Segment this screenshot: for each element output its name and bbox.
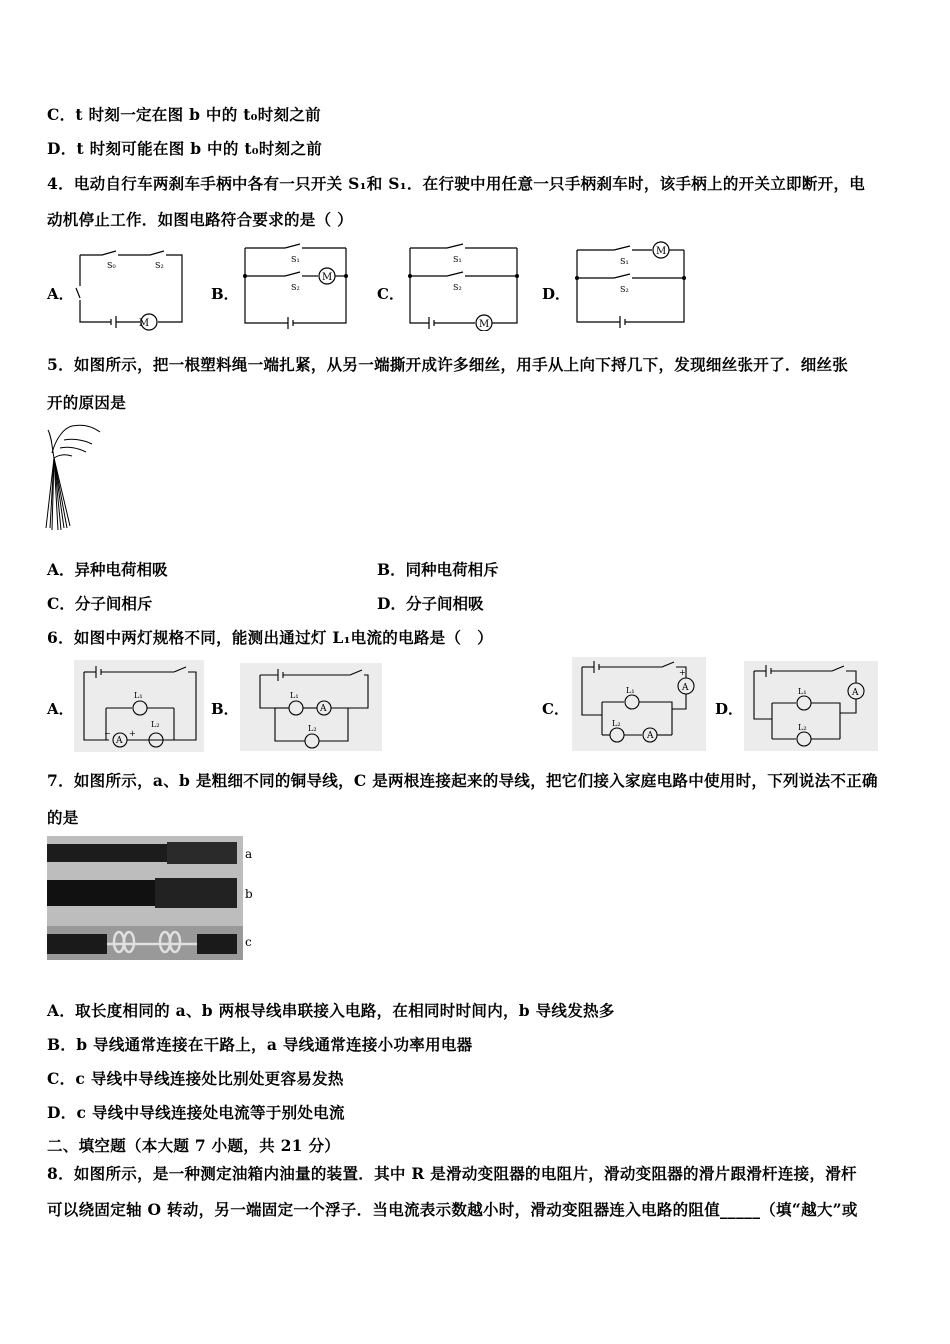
svg-text:M: M — [322, 272, 333, 283]
svg-text:+: + — [129, 729, 136, 738]
q5-option-b: B．同种电荷相斥 — [377, 560, 499, 579]
q7-option-c: C．c 导线中导线连接处比别处更容易发热 — [47, 1069, 344, 1088]
q7-option-a: A．取长度相同的 a、b 两根导线串联接入电路，在相同时时间内，b 导线发热多 — [47, 1001, 615, 1020]
q6-circuit-a — [74, 660, 204, 752]
q6-label-b: B． — [211, 700, 239, 718]
svg-text:L₂: L₂ — [612, 719, 621, 728]
q4-stem-line2: 动机停止工作．如图电路符合要求的是（ ） — [47, 210, 353, 229]
svg-text:A: A — [647, 731, 654, 741]
svg-text:A: A — [682, 683, 689, 693]
s2-label: S₂ — [155, 261, 164, 270]
s0-label: S₀ — [107, 261, 116, 270]
q8-stem-line2: 可以绕固定轴 O 转动，另一端固定一个浮子．当电流表示数越小时，滑动变阻器连入电路的阻值_____（填“越大”或 — [47, 1200, 858, 1219]
svg-text:c: c — [245, 935, 252, 949]
q5-option-d: D．分子间相吸 — [377, 594, 484, 613]
svg-text:+: + — [679, 668, 686, 677]
q6-circuit-b — [240, 663, 382, 751]
svg-text:S₂: S₂ — [453, 283, 462, 292]
svg-text:S₁: S₁ — [620, 257, 629, 266]
svg-text:L₁: L₁ — [626, 686, 635, 695]
q7-option-b: B．b 导线通常连接在干路上，a 导线通常连接小功率用电器 — [47, 1035, 473, 1054]
svg-text:L₁: L₁ — [290, 691, 299, 700]
q6-label-d: D． — [715, 700, 744, 718]
svg-text:A: A — [852, 688, 859, 698]
wires-photo — [47, 836, 257, 960]
q6-label-c: C． — [542, 700, 569, 718]
svg-text:M: M — [479, 319, 490, 330]
q4-circuit-d — [572, 240, 690, 330]
q6-circuit-d — [744, 661, 878, 751]
svg-text:b: b — [245, 887, 253, 901]
svg-text:A: A — [116, 736, 123, 746]
q7-stem-line1: 7．如图所示，a、b 是粗细不同的铜导线，C 是两根连接起来的导线，把它们接入家庭电路中使用时，下列说法不正确 — [47, 771, 878, 790]
q6-stem: 6．如图中两灯规格不同，能测出通过灯 L₁电流的电路是（ ） — [47, 628, 493, 647]
svg-text:a: a — [245, 847, 253, 861]
q8-stem-line1: 8．如图所示，是一种测定油箱内油量的装置．其中 R 是滑动变阻器的电阻片，滑动变阻器的滑片跟滑杆连接，滑杆 — [47, 1164, 857, 1183]
q5-stem-line1: 5．如图所示，把一根塑料绳一端扎紧，从另一端撕开成许多细丝，用手从上向下捋几下，发现细丝张开了．细丝张 — [47, 355, 849, 374]
option-d-prev: D．t 时刻可能在图 b 中的 t₀时刻之前 — [47, 139, 323, 158]
svg-text:L₁: L₁ — [134, 691, 143, 700]
option-c-prev: C．t 时刻一定在图 b 中的 t₀时刻之前 — [47, 105, 321, 124]
hand-strings-figure — [42, 418, 104, 533]
q4-label-c: C． — [377, 285, 404, 303]
q5-option-c: C．分子间相斥 — [47, 594, 153, 613]
q4-label-a: A． — [47, 285, 74, 303]
svg-text:M: M — [656, 246, 667, 257]
q6-circuit-c — [572, 657, 706, 751]
q4-label-b: B． — [211, 285, 239, 303]
q5-stem-line2: 开的原因是 — [47, 393, 127, 412]
svg-text:S₂: S₂ — [620, 285, 629, 294]
svg-text:L₂: L₂ — [308, 724, 317, 733]
svg-text:A: A — [320, 704, 327, 714]
q4-circuit-a — [72, 240, 187, 332]
svg-text:S₁: S₁ — [291, 255, 300, 264]
svg-text:−: − — [104, 729, 111, 738]
section-2-heading: 二、填空题（本大题 7 小题，共 21 分） — [47, 1136, 341, 1155]
q6-label-a: A． — [47, 700, 74, 718]
svg-text:S₁: S₁ — [453, 255, 462, 264]
svg-text:S₂: S₂ — [291, 283, 300, 292]
q4-stem-line1: 4．电动自行车两刹车手柄中各有一只开关 S₁和 S₁．在行驶中用任意一只手柄刹车时，该手柄上的开关立即断开，电 — [47, 174, 866, 193]
svg-text:L₂: L₂ — [151, 720, 160, 729]
q4-circuit-b — [240, 243, 352, 331]
q4-circuit-c — [405, 243, 523, 331]
svg-text:L₂: L₂ — [798, 723, 807, 732]
q7-stem-line2: 的是 — [47, 808, 79, 827]
svg-text:L₁: L₁ — [798, 687, 807, 696]
q7-option-d: D．c 导线中导线连接处电流等于别处电流 — [47, 1103, 345, 1122]
motor-label: M — [138, 318, 150, 329]
q4-label-d: D． — [542, 285, 571, 303]
q5-option-a: A．异种电荷相吸 — [47, 560, 168, 579]
